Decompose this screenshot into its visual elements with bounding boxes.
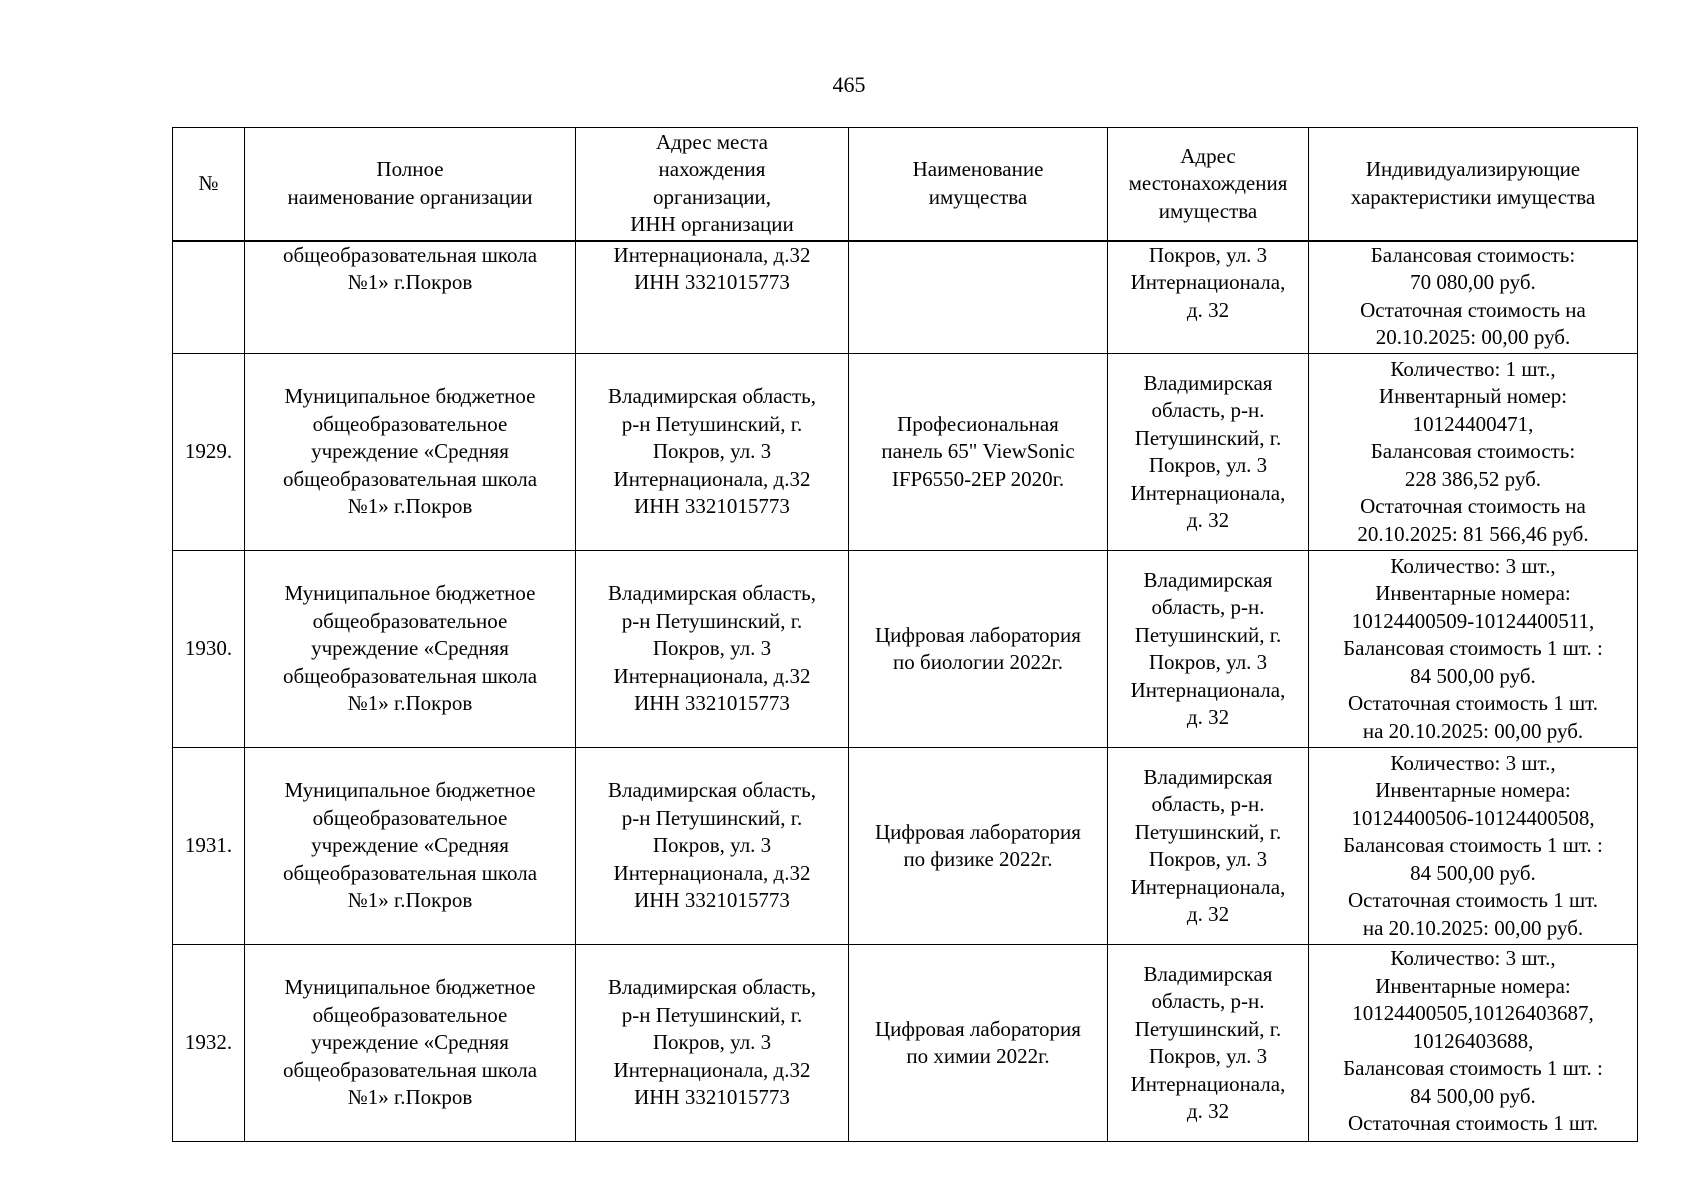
cell-property-address: Покров, ул. 3 Интернационала, д. 32 [1108,241,1309,354]
cell-property-characteristics: Количество: 3 шт., Инвентарные номера: 10124400506-10124400508, Балансовая стоимость 1 шт. : 84 500,00 руб. Остаточная стоимость 1 шт. на 20.10.2025: 00,00 руб. [1309,748,1638,945]
header-property-characteristics: Индивидуализирующие характеристики имущества [1309,128,1638,241]
table-row [173,354,1638,551]
cell-property-characteristics: Количество: 3 шт., Инвентарные номера: 10124400505,10126403687, 10126403688, Балансовая стоимость 1 шт. : 84 500,00 руб. Остаточная стоимость 1 шт. [1309,945,1638,1142]
cell-number: 1931. [173,748,245,945]
cell-organization-address: Интернационала, д.32 ИНН 3321015773 [576,241,849,354]
cell-property-name: Цифровая лаборатория по биологии 2022г. [849,551,1108,748]
cell-property-characteristics: Балансовая стоимость: 70 080,00 руб. Остаточная стоимость на 20.10.2025: 00,00 руб. [1309,241,1638,354]
cell-property-characteristics: Количество: 1 шт., Инвентарный номер: 10124400471, Балансовая стоимость: 228 386,52 руб. Остаточная стоимость на 20.10.2025: 81 566,46 руб. [1309,354,1638,551]
table-row [173,748,1638,945]
cell-number: 1932. [173,945,245,1142]
cell-property-name: Цифровая лаборатория по физике 2022г. [849,748,1108,945]
cell-number: 1930. [173,551,245,748]
cell-organization-name: Муниципальное бюджетное общеобразовательное учреждение «Средняя общеобразовательная школа №1» г.Покров [245,945,576,1142]
header-organization-name: Полное наименование организации [245,128,576,241]
header-organization-address: Адрес места нахождения организации, ИНН организации [576,128,849,241]
cell-organization-name: Муниципальное бюджетное общеобразовательное учреждение «Средняя общеобразовательная школа №1» г.Покров [245,354,576,551]
cell-organization-name: общеобразовательная школа №1» г.Покров [245,241,576,354]
cell-property-address: Владимирская область, р-н. Петушинский, г. Покров, ул. 3 Интернационала, д. 32 [1108,945,1309,1142]
cell-organization-name: Муниципальное бюджетное общеобразовательное учреждение «Средняя общеобразовательная школа №1» г.Покров [245,551,576,748]
cell-number [173,241,245,354]
cell-property-name: Цифровая лаборатория по химии 2022г. [849,945,1108,1142]
cell-organization-address: Владимирская область, р-н Петушинский, г. Покров, ул. 3 Интернационала, д.32 ИНН 3321015773 [576,748,849,945]
table-row [173,945,1638,1142]
cell-property-address: Владимирская область, р-н. Петушинский, г. Покров, ул. 3 Интернационала, д. 32 [1108,748,1309,945]
cell-property-address: Владимирская область, р-н. Петушинский, г. Покров, ул. 3 Интернационала, д. 32 [1108,354,1309,551]
cell-organization-address: Владимирская область, р-н Петушинский, г. Покров, ул. 3 Интернационала, д.32 ИНН 3321015773 [576,551,849,748]
header-property-address: Адрес местонахождения имущества [1108,128,1309,241]
cell-property-name: Професиональная панель 65" ViewSonic IFP6550-2EP 2020г. [849,354,1108,551]
header-property-name: Наименование имущества [849,128,1108,241]
header-number: № [173,128,245,241]
cell-property-address: Владимирская область, р-н. Петушинский, г. Покров, ул. 3 Интернационала, д. 32 [1108,551,1309,748]
table-header-row [173,128,1638,241]
page-number: 465 [832,72,866,97]
property-registry-table [172,127,1638,1142]
cell-organization-address: Владимирская область, р-н Петушинский, г. Покров, ул. 3 Интернационала, д.32 ИНН 3321015773 [576,354,849,551]
cell-property-characteristics: Количество: 3 шт., Инвентарные номера: 10124400509-10124400511, Балансовая стоимость 1 шт. : 84 500,00 руб. Остаточная стоимость 1 шт. на 20.10.2025: 00,00 руб. [1309,551,1638,748]
table-row [173,551,1638,748]
cell-organization-name: Муниципальное бюджетное общеобразовательное учреждение «Средняя общеобразовательная школа №1» г.Покров [245,748,576,945]
cell-property-name [849,241,1108,354]
cell-organization-address: Владимирская область, р-н Петушинский, г. Покров, ул. 3 Интернационала, д.32 ИНН 3321015773 [576,945,849,1142]
table-row [173,241,1638,354]
cell-number: 1929. [173,354,245,551]
